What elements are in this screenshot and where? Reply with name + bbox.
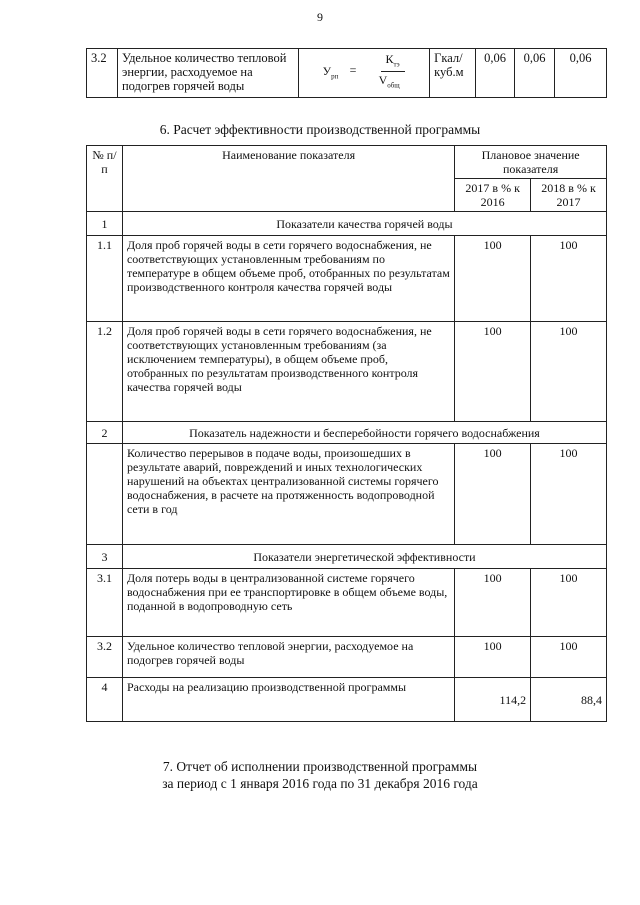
value-cell: 100 <box>455 322 531 422</box>
value-cell: 100 <box>455 444 531 545</box>
unit: Гкал/ куб.м <box>430 49 476 98</box>
table-row <box>87 236 607 322</box>
row-number: 3.2 <box>87 637 123 678</box>
value-cell: 100 <box>455 637 531 678</box>
header-col-2018: 2018 в % к 2017 <box>531 179 607 212</box>
value-cell: 100 <box>531 444 607 545</box>
formula-cell <box>298 49 430 98</box>
section-row <box>87 545 607 569</box>
indicator-name: Расходы на реализацию производственной программы <box>122 678 454 722</box>
indicator-name: Удельное количество тепловой энергии, расходуемое на подогрев горячей воды <box>117 49 298 98</box>
row-number <box>87 444 123 545</box>
value-cell: 100 <box>455 569 531 637</box>
formula-lhs: $У_{рп}$ <box>322 64 339 81</box>
section-title: Показатель надежности и бесперебойности горячего водоснабжения <box>122 422 606 444</box>
value-cell: 0,06 <box>555 49 607 98</box>
value-cell: 100 <box>531 322 607 422</box>
value-cell: 0,06 <box>476 49 515 98</box>
indicator-name: Количество перерывов в подаче воды, произошедших в результате аварий, повреждений и иных технологических нарушений на объектах централизованной системы горячего водоснабжения, в расчете на протяженность водопроводной сети в год <box>122 444 454 545</box>
section-heading-7: 7. Отчет об исполнении производственной программы <box>162 759 478 774</box>
page-number: 9 <box>317 10 323 24</box>
table-row <box>87 678 607 722</box>
formula-numerator: $К_{тэ}$ <box>381 52 405 72</box>
value-cell: 0,06 <box>515 49 555 98</box>
table-header-row <box>87 146 607 179</box>
formula-equals: = <box>349 63 357 77</box>
row-number: 3 <box>87 545 123 569</box>
section-row <box>87 212 607 236</box>
efficiency-table <box>86 145 607 722</box>
row-number: 1.2 <box>87 322 123 422</box>
row-number: 1.1 <box>87 236 123 322</box>
value-cell: 100 <box>455 236 531 322</box>
row-number: 1 <box>87 212 123 236</box>
formula <box>303 51 426 95</box>
section-title: Показатели качества горячей воды <box>122 212 606 236</box>
continued-table <box>86 48 607 98</box>
row-number: 2 <box>87 422 123 444</box>
value-cell: 88,4 <box>531 678 607 722</box>
table-row <box>87 322 607 422</box>
value-cell: 100 <box>531 637 607 678</box>
formula-denominator: $V_{общ}$ <box>378 73 400 90</box>
table-row <box>87 637 607 678</box>
row-number: 3.1 <box>87 569 123 637</box>
row-number: 4 <box>87 678 123 722</box>
indicator-name: Удельное количество тепловой энергии, расходуемое на подогрев горячей воды <box>122 637 454 678</box>
value-cell: 100 <box>531 569 607 637</box>
header-name: Наименование показателя <box>122 146 454 212</box>
section-heading-7-period: за период с 1 января 2016 года по 31 декабря 2016 года <box>162 776 478 791</box>
row-number: 3.2 <box>87 49 118 98</box>
table-row <box>87 444 607 545</box>
header-col-2017: 2017 в % к 2016 <box>455 179 531 212</box>
header-number: № п/п <box>87 146 123 212</box>
table-row <box>87 49 607 98</box>
indicator-name: Доля проб горячей воды в сети горячего водоснабжения, не соответствующих установленным требованиям по температуре в общем объеме проб, отобранных по результатам производственного контроля качества горячей воды <box>122 236 454 322</box>
value-cell: 100 <box>531 236 607 322</box>
section-title: Показатели энергетической эффективности <box>122 545 606 569</box>
indicator-name: Доля проб горячей воды в сети горячего водоснабжения, не соответствующих установленным требованиям (за исключением температуры), в общем объеме проб, отобранных по результатам производственного контроля качества горячей воды <box>122 322 454 422</box>
value-cell: 114,2 <box>455 678 531 722</box>
indicator-name: Доля потерь воды в централизованной системе горячего водоснабжения при ее транспортировке в общем объеме воды, поданной в водопроводную сеть <box>122 569 454 637</box>
header-plan: Плановое значение показателя <box>455 146 607 179</box>
table-row <box>87 569 607 637</box>
section-row <box>87 422 607 444</box>
section-heading-6: 6. Расчет эффективности производственной программы <box>159 122 481 137</box>
